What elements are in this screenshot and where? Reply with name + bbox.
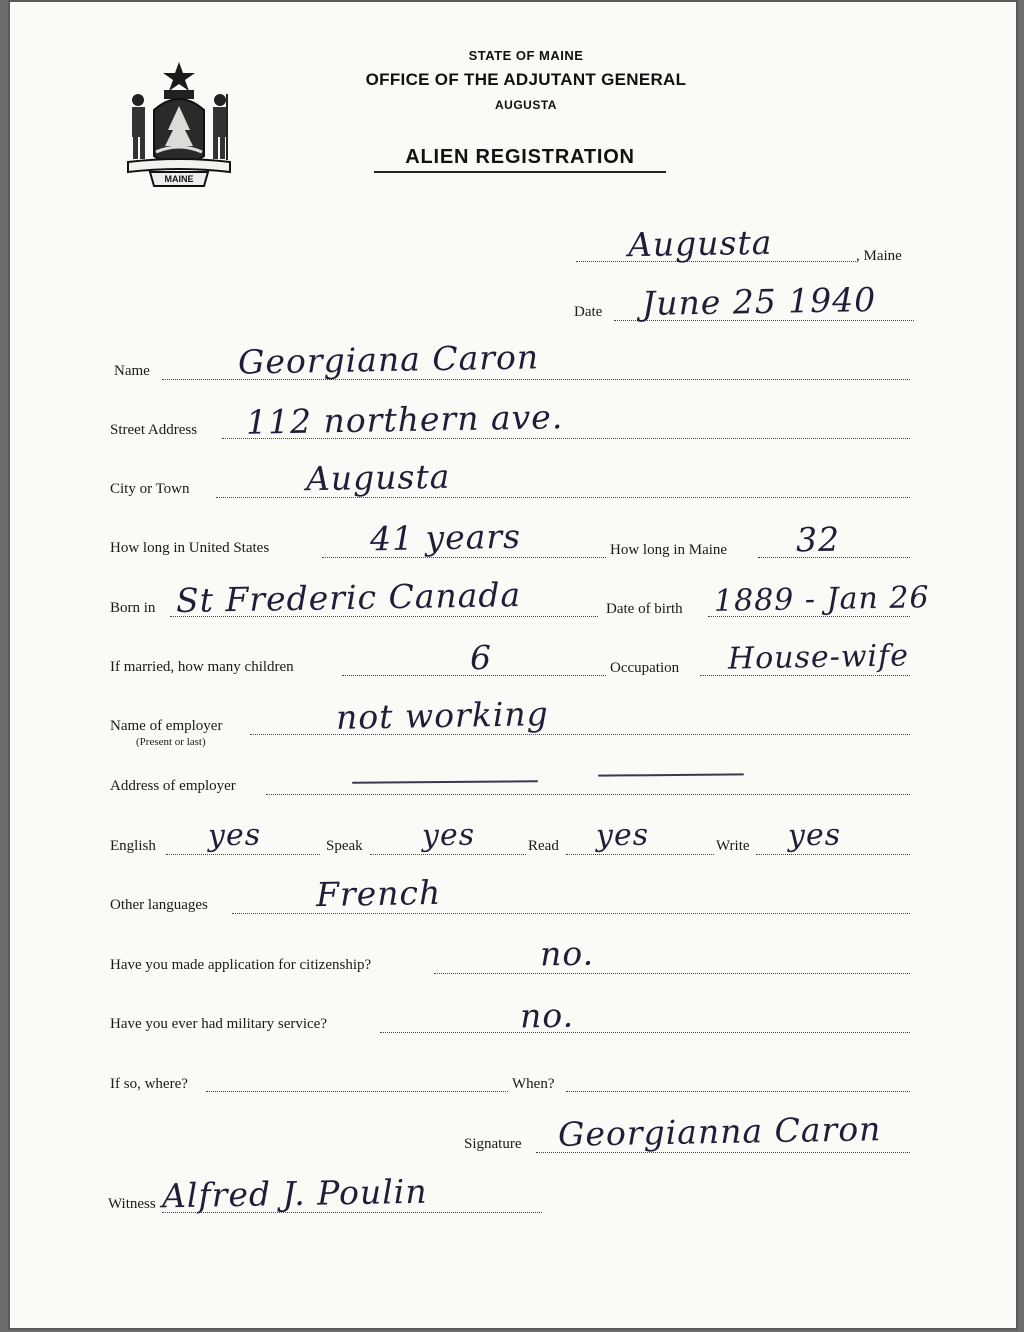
header-state: STATE OF MAINE bbox=[468, 48, 584, 63]
signature-label: Signature bbox=[464, 1136, 522, 1152]
occupation-value[interactable]: House-wife bbox=[727, 638, 910, 677]
other-languages-label: Other languages bbox=[110, 897, 208, 913]
where-line bbox=[206, 1091, 508, 1092]
place-suffix: , Maine bbox=[856, 248, 902, 264]
write-value[interactable]: yes bbox=[787, 817, 842, 854]
employer-label: Name of employer bbox=[110, 718, 223, 734]
name-label: Name bbox=[114, 363, 150, 379]
where-label: If so, where? bbox=[110, 1076, 188, 1092]
speak-value[interactable]: yes bbox=[421, 817, 476, 854]
employer-address-dash bbox=[352, 780, 538, 784]
dob-label: Date of birth bbox=[606, 601, 683, 617]
when-line bbox=[566, 1091, 910, 1092]
write-line bbox=[756, 854, 910, 855]
form-title: ALIEN REGISTRATION bbox=[374, 146, 666, 173]
us-years-line bbox=[322, 557, 606, 558]
header-city: AUGUSTA bbox=[495, 98, 557, 112]
street-label: Street Address bbox=[110, 422, 198, 438]
maine-years-label: How long in Maine bbox=[610, 542, 728, 558]
employer-value[interactable]: not working bbox=[335, 694, 550, 737]
speak-line bbox=[370, 854, 526, 855]
read-label: Read bbox=[528, 838, 559, 854]
dob-value[interactable]: 1889 - Jan 26 bbox=[713, 580, 930, 619]
citizenship-line bbox=[434, 973, 910, 974]
speak-label: Speak bbox=[326, 838, 363, 854]
read-value[interactable]: yes bbox=[595, 817, 650, 854]
us-years-value[interactable]: 41 years bbox=[369, 516, 522, 559]
write-label: Write bbox=[716, 838, 750, 854]
children-value[interactable]: 6 bbox=[469, 637, 493, 678]
witness-label: Witness bbox=[108, 1196, 156, 1212]
born-in-value[interactable]: St Frederic Canada bbox=[175, 574, 522, 621]
born-in-label: Born in bbox=[110, 600, 156, 616]
employer-sublabel: (Present or last) bbox=[136, 736, 206, 748]
registration-form-page bbox=[10, 2, 1016, 1328]
military-label: Have you ever had military service? bbox=[110, 1016, 327, 1032]
place-value[interactable]: Augusta bbox=[627, 222, 773, 265]
citizenship-value[interactable]: no. bbox=[539, 933, 595, 974]
header-office: OFFICE OF THE ADJUTANT GENERAL bbox=[365, 70, 687, 89]
witness-value[interactable]: Alfred J. Poulin bbox=[161, 1171, 428, 1216]
employer-address-dash bbox=[598, 773, 744, 776]
english-value[interactable]: yes bbox=[207, 817, 262, 854]
city-label: City or Town bbox=[110, 481, 190, 497]
date-label: Date bbox=[574, 304, 603, 320]
date-value[interactable]: June 25 1940 bbox=[641, 279, 877, 324]
state-seal-icon bbox=[120, 60, 238, 190]
employer-address-label: Address of employer bbox=[110, 778, 236, 794]
citizenship-label: Have you made application for citizenship? bbox=[110, 957, 372, 973]
english-label: English bbox=[110, 838, 156, 854]
other-languages-value[interactable]: French bbox=[315, 872, 442, 915]
us-years-label: How long in United States bbox=[110, 540, 270, 556]
occupation-label: Occupation bbox=[610, 660, 680, 676]
name-value[interactable]: Georgiana Caron bbox=[237, 337, 540, 382]
street-value[interactable]: 112 northern ave. bbox=[245, 397, 564, 442]
when-label: When? bbox=[512, 1076, 555, 1092]
read-line bbox=[566, 854, 714, 855]
maine-years-value[interactable]: 32 bbox=[795, 519, 841, 560]
military-line bbox=[380, 1032, 910, 1033]
employer-address-line bbox=[266, 794, 910, 795]
seal-banner-text: MAINE bbox=[164, 174, 194, 184]
children-label: If married, how many children bbox=[110, 659, 294, 675]
signature-value[interactable]: Georgianna Caron bbox=[557, 1109, 882, 1154]
english-line bbox=[166, 854, 320, 855]
military-value[interactable]: no. bbox=[519, 995, 575, 1036]
city-value[interactable]: Augusta bbox=[305, 456, 451, 499]
